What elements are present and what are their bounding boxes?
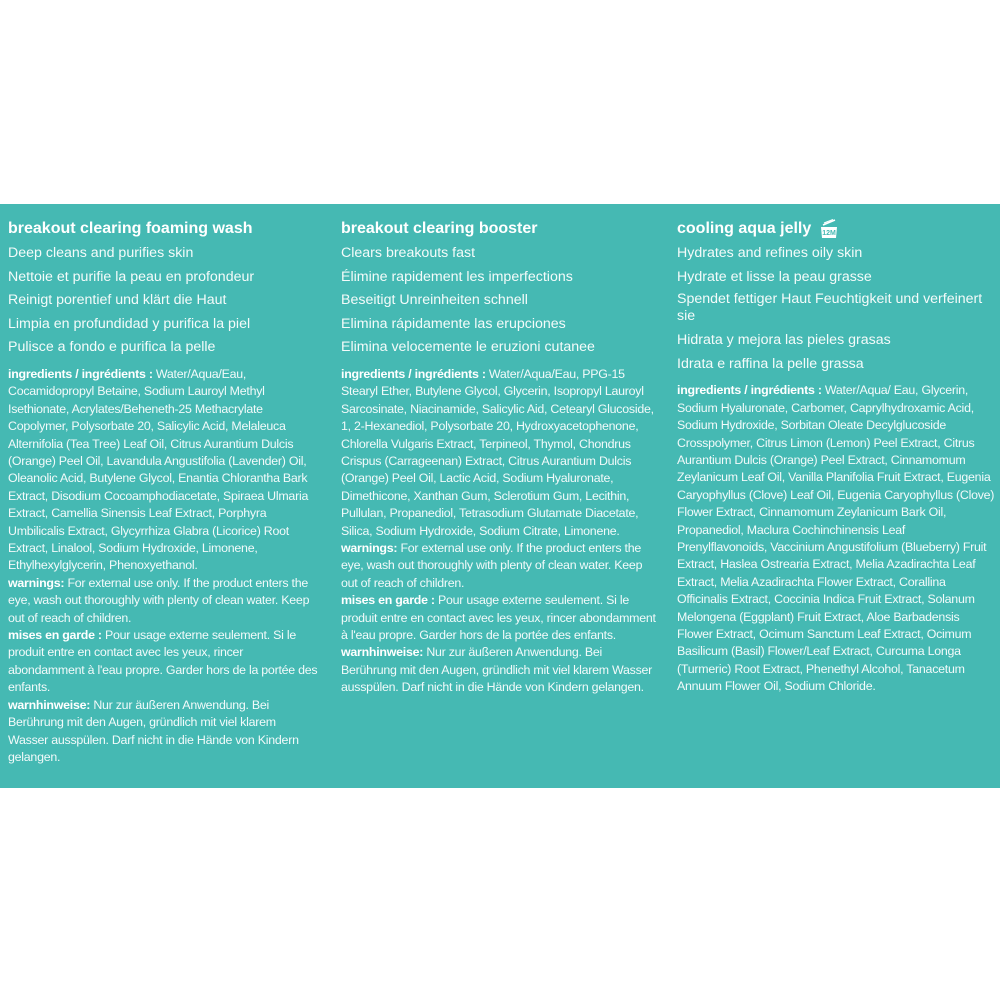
claim-fr: Élimine rapidement les imperfections (341, 268, 573, 285)
ingredients-text (8, 366, 318, 575)
claims-list (677, 242, 995, 376)
warnhinweise-text (8, 697, 318, 767)
ingredients-list: Water/Aqua/ Eau, Glycerin, Sodium Hyaluronate, Carbomer, Caprylhydroxamic Acid, Sodium Hydroxide, Sorbitan Oleate Decylglucoside Crosspolymer, Citrus Limon (Lemon) Peel Extract, Citrus Aurantium Dulcis (Orange) Peel Extract, Cinnamomum Zeylanicum Leaf Oil, Vanilla Planifolia Fruit Extract, Eugenia Caryophyllus (Clove) Leaf Oil, Eugenia Caryophyllus (Clove) Flower Extract, Cinnamomum Zeylanicum Bark Oil, Propanediol, Maclura Cochinchinensis Leaf Prenylflavonoids, Vaccinium Angustifolium (Blueberry) Fruit Extract, Haslea Ostrearia Extract, Melia Azadirachta Leaf Extract, Melia Azadirachta Flower Extract, Corallina Officinalis Extract, Coccinia Indica Fruit Extract, Solanum Melongena (Eggplant) Fruit Extract, Aloe Barbadensis Flower Extract, Ocimum Sanctum Leaf Extract, Ocimum Basilicum (Basil) Flower/Leaf Extract, Curcuma Longa (Turmeric) Root Extract, Phenethyl Alcohol, Tanacetum Annuum Flower Oil, Sodium Chloride. (677, 383, 995, 694)
ingredients-label: ingredients / ingrédients : (677, 383, 822, 398)
warnhinweise-body: Nur zur äußeren Anwendung. Bei Berührung mit den Augen, gründlich mit viel klarem Wasser ausspülen. Darf nicht in die Hände von Kindern gelangen. (341, 645, 653, 695)
open-jar-icon (817, 218, 841, 240)
claims-list (8, 242, 318, 360)
warnings-label: warnings: (341, 541, 398, 556)
label-panel (0, 204, 1000, 788)
warnhinweise-label: warnhinweise: (341, 645, 424, 660)
ingredients-list: Water/Aqua/Eau, PPG-15 Stearyl Ether, Butylene Glycol, Glycerin, Isopropyl Lauroyl Sarcosinate, Niacinamide, Salicylic Aid, Cetearyl Glucoside, 1, 2-Hexanediol, Polysorbate 20, Hydroxyacetophenone, Chlorella Vulgaris Extract, Terpineol, Thymol, Chondrus Crispus (Carrageenan) Extract, Citrus Aurantium Dulcis (Orange) Peel Oil, Lactic Acid, Sodium Hyaluronate, Dimethicone, Xanthan Gum, Sclerotium Gum, Lecithin, Pullulan, Propanediol, Tetrasodium Glutamate Diacetate, Silica, Sodium Hydroxide, Sodium Citrate, Limonene. (341, 366, 654, 538)
mises-body: Pour usage externe seulement. Si le produit entre en contact avec les yeux, rincer abondamment à l'eau propre. Garder hors de la portée des enfants. (8, 628, 318, 695)
label-body (677, 382, 995, 695)
warnings-text (8, 575, 318, 627)
mises-text (341, 592, 659, 644)
column-foaming-wash (8, 218, 318, 766)
product-title: breakout clearing foaming wash (8, 220, 253, 237)
warnings-label: warnings: (8, 575, 65, 590)
warnings-text (341, 540, 659, 592)
mises-text (8, 627, 318, 697)
mises-label: mises en garde : (341, 593, 435, 608)
label-body (8, 366, 318, 766)
warnings-body: For external use only. If the product enters the eye, wash out thoroughly with plenty of clean water. Keep out of reach of children. (8, 575, 310, 625)
mises-body: Pour usage externe seulement. Si le produit entre en contact avec les yeux, rincer abondamment à l'eau propre. Garder hors de la portée des enfants. (341, 593, 656, 643)
column-booster (341, 218, 659, 697)
ingredients-text (677, 382, 995, 695)
claims-list (341, 242, 659, 360)
claim-de: Beseitigt Unreinheiten schnell (341, 292, 528, 309)
warnhinweise-body: Nur zur äußeren Anwendung. Bei Berührung mit den Augen, gründlich mit viel klarem Wasser ausspülen. Darf nicht in die Hände von Kindern gelangen. (8, 697, 299, 764)
claim-fr: Nettoie et purifie la peau en profondeur (8, 268, 255, 285)
product-title-row (677, 218, 995, 240)
claim-en: Clears breakouts fast (341, 245, 476, 261)
claim-en: Hydrates and refines oily skin (677, 245, 863, 261)
claim-es: Hidrata y mejora las pieles grasas (677, 332, 891, 349)
pao-label: 12M (822, 230, 836, 237)
product-title: breakout clearing booster (341, 220, 538, 237)
ingredients-label: ingredients / ingrédients : (8, 366, 153, 381)
ingredients-text (341, 366, 659, 540)
label-body (341, 366, 659, 697)
column-aqua-jelly (677, 218, 995, 696)
claim-it: Elimina velocemente le eruzioni cutanee (341, 339, 595, 356)
claim-de: Spendet fettiger Haut Feuchtigkeit und verfeinert sie (677, 291, 983, 325)
warnhinweise-text (341, 644, 659, 696)
claim-en: Deep cleans and purifies skin (8, 245, 194, 261)
ingredients-list: Water/Aqua/Eau, Cocamidopropyl Betaine, Sodium Lauroyl Methyl Isethionate, Acrylates/Beheneth-25 Methacrylate Copolymer, Polysorbate 20, Salicylic Acid, Melaleuca Alternifolia (Tea Tree) Leaf Oil, Citrus Aurantium Dulcis (Orange) Peel Oil, Lavandula Angustifolia (Lavender) Oil, Oleanolic Acid, Butylene Glycol, Enantia Chlorantha Bark Extract, Disodium Cocoamphodiacetate, Spiraea Ulmaria Extract, Camellia Sinensis Leaf Extract, Porphyra Umbilicalis Extract, Glycyrrhiza Glabra (Licorice) Root Extract, Linalool, Sodium Hydroxide, Limonene, Ethylhexylglycerin, Phenoxyethanol. (8, 366, 309, 573)
warnhinweise-label: warnhinweise: (8, 697, 91, 712)
claim-it: Pulisce a fondo e purifica la pelle (8, 339, 216, 356)
mises-label: mises en garde : (8, 628, 102, 643)
claim-es: Limpia en profundidad y purifica la piel (8, 315, 251, 332)
claim-es: Elimina rápidamente las erupciones (341, 315, 566, 332)
claim-it: Idrata e raffina la pelle grassa (677, 355, 864, 372)
product-title: cooling aqua jelly (677, 220, 812, 237)
ingredients-label: ingredients / ingrédients : (341, 366, 486, 381)
claim-fr: Hydrate et lisse la peau grasse (677, 268, 872, 285)
warnings-body: For external use only. If the product enters the eye, wash out thoroughly with plenty of clean water. Keep out of reach of children. (341, 541, 643, 590)
claim-de: Reinigt porentief und klärt die Haut (8, 292, 227, 309)
